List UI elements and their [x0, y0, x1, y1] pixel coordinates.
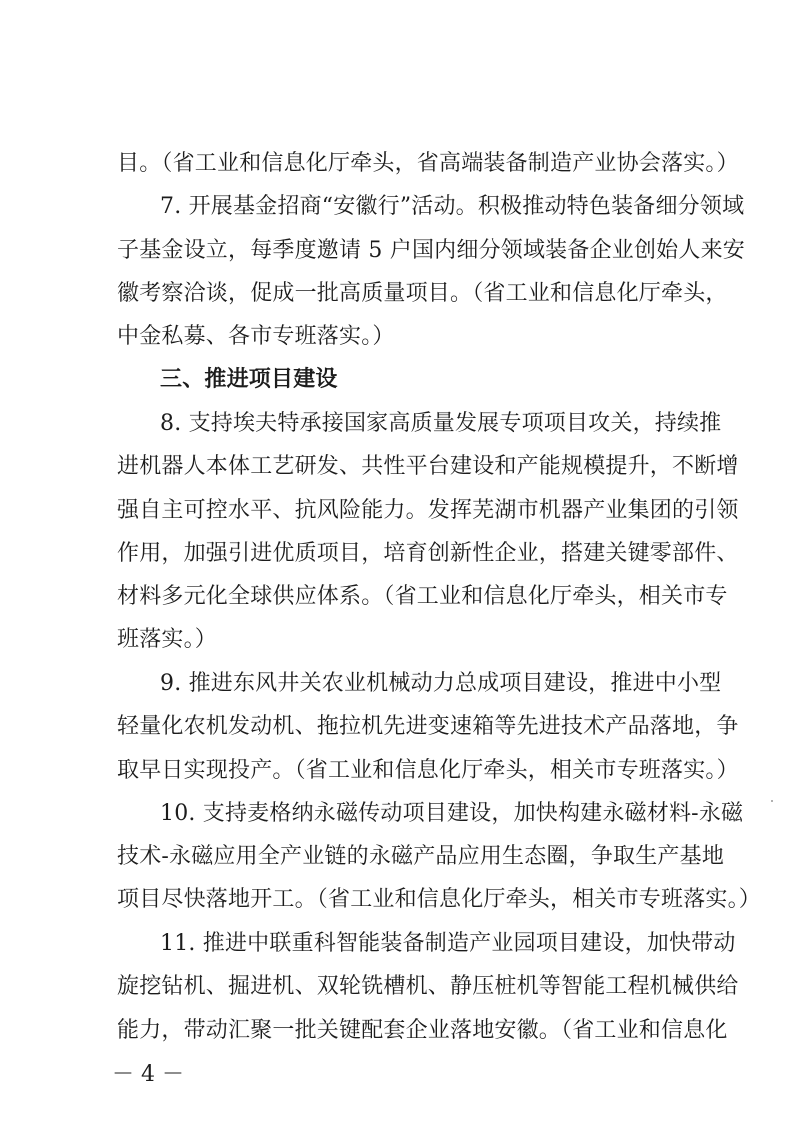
text-line: 进机器人本体工艺研发、共性平台建设和产能规模提升，不断增 — [117, 454, 739, 479]
item-9-line: 9. 推进东风井关农业机械动力总成项目建设，推进中小型 — [160, 671, 722, 696]
scan-speck — [771, 800, 773, 802]
text-line: 中金私募、各市专班落实。） — [117, 324, 395, 349]
text-line: 项目尽快落地开工。（省工业和信息化厅牵头，相关市专班落实。） — [117, 887, 762, 912]
text-line: 材料多元化全球供应体系。（省工业和信息化厅牵头，相关市专 — [117, 584, 728, 609]
text-line: 班落实。） — [117, 627, 218, 652]
text-line: 作用，加强引进优质项目，培育创新性企业，搭建关键零部件、 — [117, 541, 739, 566]
text-line: 轻量化农机发动机、拖拉机先进变速箱等先进技术产品落地，争 — [117, 714, 739, 739]
item-7-line: 7. 开展基金招商“安徽行”活动。积极推动特色装备细分领域 — [160, 194, 745, 219]
text-line: 目。（省工业和信息化厅牵头，省高端装备制造产业协会落实。） — [117, 151, 739, 176]
page-number: － 4 － — [112, 1062, 184, 1087]
text-line: 徽考察洽谈，促成一批高质量项目。（省工业和信息化厅牵头， — [117, 281, 728, 306]
text-line: 技术-永磁应用全产业链的永磁产品应用生态圈，争取生产基地 — [117, 844, 725, 869]
section-heading: 三、推进项目建设 — [160, 367, 338, 392]
item-11-line: 11. 推进中联重科智能装备制造产业园项目建设，加快带动 — [160, 931, 736, 956]
item-8-line: 8. 支持埃夫特承接国家高质量发展专项项目攻关，持续推 — [160, 411, 722, 436]
text-line: 旋挖钻机、掘进机、双轮铣槽机、静压桩机等智能工程机械供给 — [117, 974, 739, 999]
text-line: 强自主可控水平、抗风险能力。发挥芜湖市机器产业集团的引领 — [117, 498, 739, 523]
text-line: 取早日实现投产。（省工业和信息化厅牵头，相关市专班落实。） — [117, 758, 739, 783]
text-line: 能力，带动汇聚一批关键配套企业落地安徽。（省工业和信息化 — [117, 1018, 728, 1043]
text-line: 子基金设立，每季度邀请 5 户国内细分领域装备企业创始人来安 — [117, 238, 745, 263]
item-10-line: 10. 支持麦格纳永磁传动项目建设，加快构建永磁材料-永磁 — [160, 801, 744, 826]
